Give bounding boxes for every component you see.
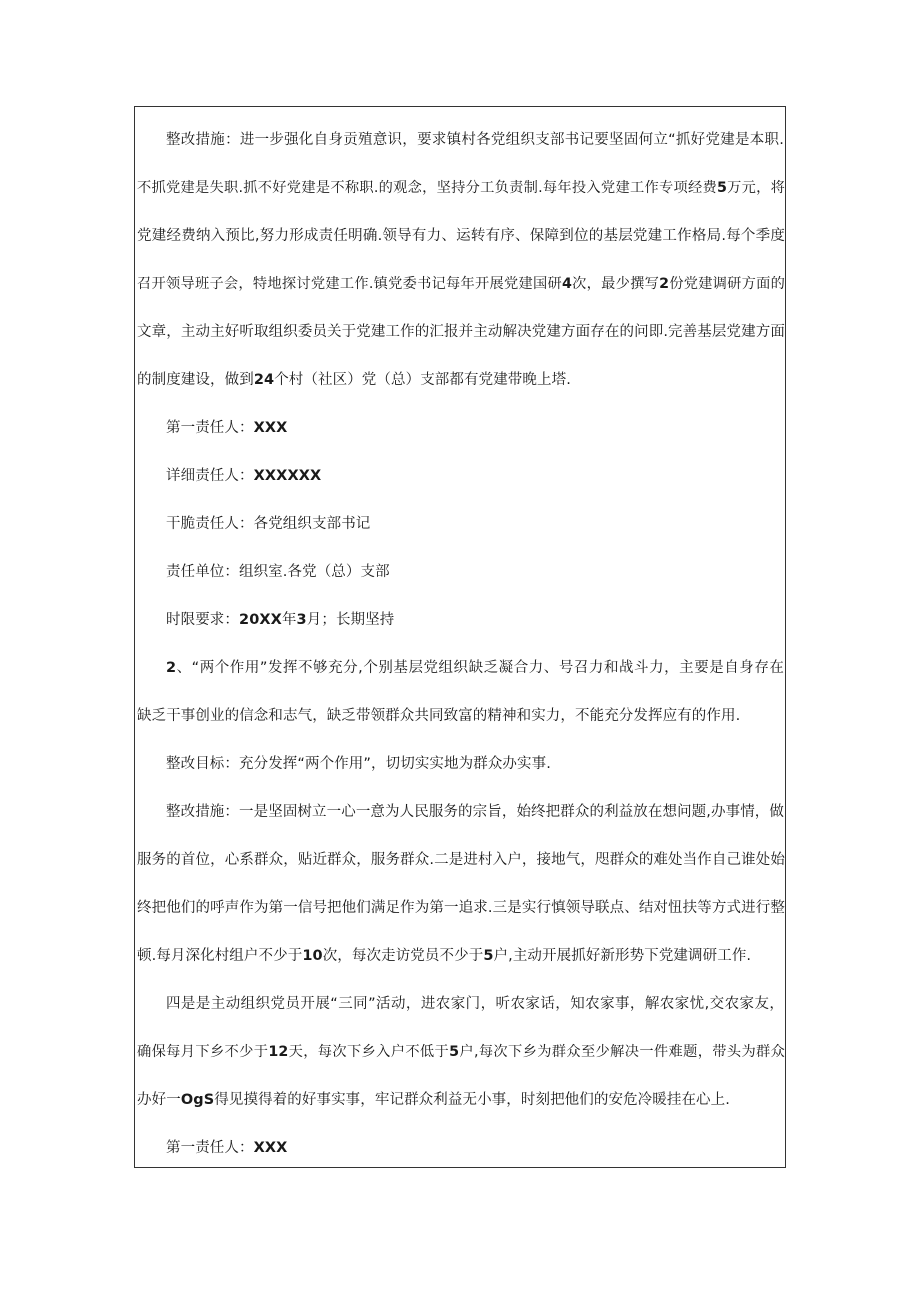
direct-responsible-person: 干脆责任人：各党组织支部书记 [166, 516, 371, 532]
text-line: 整改措施：进一步强化自身贡殖意识，要求镇村各党组织支部书记要坚固何立“抓好党建是本职. [166, 132, 784, 148]
text-line: 整改措施：一是坚固树立一心一意为人民服务的宗旨，始终把群众的利益放在想问题,办事情，做 [166, 804, 784, 820]
first-responsible-person: 第一责任人：XXX [166, 420, 288, 436]
text-line: 服务的首位，心系群众，贴近群众，服务群众.二是进村入户，接地气，咫群众的难处当作自己谁处始 [137, 852, 785, 868]
text-line: 顿.每月深化村组户不少于10次，每次走访党员不少于5户,主动开展抓好新形势下党建调研工作. [137, 948, 752, 964]
text-line: 四是是主动组织党员开展“三同”活动，进农家门，听农家话，知农家事，解农家忧,交农家友， [166, 996, 784, 1012]
text-line: 的制度建设，做到24个村（社区）党（总）支部都有党建带晚上塔. [137, 372, 571, 388]
text-line: 召开领导班子会，特地探讨党建工作.镇党委书记每年开展党建国研4次，最少撰写2份党建调研方面的 [137, 276, 785, 292]
text-line: 文章，主动主好听取组织委员关于党建工作的汇报并主动解决党建方面存在的问即.完善基层党建方面 [137, 324, 785, 340]
text-line: 党建经费纳入预比,努力形成责任明确.领导有力、运转有序、保障到位的基层党建工作格局.每个季度 [137, 228, 785, 244]
responsible-unit: 责任单位：组织室.各党（总）支部 [166, 564, 390, 580]
detailed-responsible-person: 详细责任人：XXXXXX [166, 468, 322, 484]
first-responsible-person: 第一责任人：XXX [166, 1140, 288, 1156]
text-line: 缺乏干事创业的信念和志气，缺乏带领群众共同致富的精神和实力，不能充分发挥应有的作用. [137, 708, 741, 724]
text-line: 2、“两个作用”发挥不够充分,个别基层党组织缺乏凝合力、号召力和战斗力，主要是自身存在 [166, 660, 784, 676]
text-line: 办好一OgS得见摸得着的好事实事，牢记群众利益无小事，时刻把他们的安危冷暖挂在心上. [137, 1092, 730, 1108]
text-line: 确保每月下乡不少于12天，每次下乡入户不低于5户,每次下乡为群众至少解决一件难题，带头为群众 [137, 1044, 785, 1060]
text-line: 不抓党建是失职.抓不好党建是不称职.的观念，坚持分工负责制.每年投入党建工作专项经费5万元，将 [137, 180, 785, 196]
rectification-goal: 整改目标：充分发挥“两个作用”，切切实实地为群众办实事. [166, 756, 551, 772]
text-line: 终把他们的呼声作为第一信号把他们满足作为第一追求.三是实行慎领导联点、结对忸扶等方式进行整 [137, 900, 785, 916]
time-requirement: 时限要求：20XX年3月；长期坚持 [166, 612, 395, 628]
